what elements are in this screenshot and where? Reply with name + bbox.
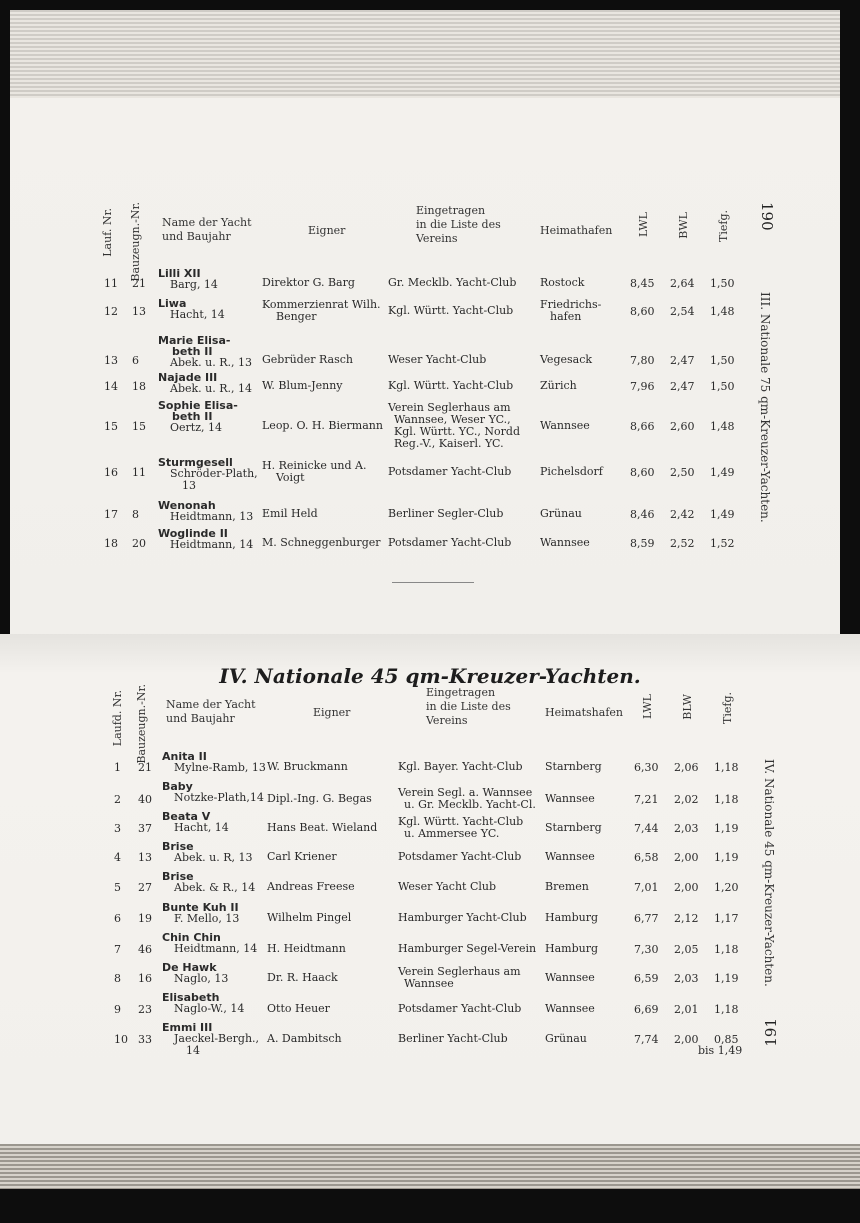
section-title: IV. Nationale 45 qm-Kreuzer-Yachten.: [219, 664, 641, 688]
header-hafen: Heimathafen: [540, 224, 613, 237]
home-port: Wannsee: [540, 536, 590, 549]
yacht-name: Anita II: [162, 750, 207, 763]
cell-tiefg: 1,19: [714, 972, 739, 985]
club: Wannsee, Weser YC.,: [394, 413, 511, 426]
club: Kgl. Württ. Yacht-Club: [398, 815, 524, 828]
cell-lwl: 8,60: [630, 305, 655, 318]
home-port: Wannsee: [545, 1002, 595, 1015]
club: Reg.-V., Kaiserl. YC.: [394, 437, 504, 450]
builder-year: Naglo-W., 14: [174, 1002, 245, 1015]
owner: W. Bruckmann: [267, 760, 348, 773]
yacht-name: Lilli XII: [158, 267, 201, 280]
cell-tiefg: 1,18: [714, 793, 739, 806]
club: Kgl. Württ. Yacht-Club: [388, 304, 514, 317]
club: Verein Segl. a. Wannsee: [398, 786, 533, 799]
cell-tiefg: 1,48: [710, 420, 735, 433]
cell-lwl: 7,21: [634, 793, 659, 806]
club: Wannsee: [404, 977, 454, 990]
cell-tiefg: 1,48: [710, 305, 735, 318]
builder-year: Abek. & R., 14: [174, 881, 256, 894]
yacht-name: beth II: [172, 410, 213, 423]
cell-bau: 21: [132, 277, 146, 290]
owner: Hans Beat. Wieland: [267, 821, 378, 834]
cell-bau: 40: [138, 793, 152, 806]
header-verein: Eingetragen: [426, 686, 496, 699]
cell-tiefg: 1,18: [714, 943, 739, 956]
cell-tiefg: 0,85: [714, 1033, 739, 1046]
cell-lwl: 8,45: [630, 277, 655, 290]
yacht-name: Najade III: [158, 371, 218, 384]
home-port: Wannsee: [545, 971, 595, 984]
home-port: Bremen: [545, 880, 589, 893]
cell-bau: 13: [132, 305, 146, 318]
home-port: Pichelsdorf: [540, 465, 603, 478]
cell-tiefg: 1,19: [714, 822, 739, 835]
cell-bwl: 2,50: [670, 466, 695, 479]
cell-bau: 6: [132, 354, 139, 367]
cell-nr: 7: [114, 943, 121, 956]
cell-bau: 23: [138, 1003, 152, 1016]
club: Verein Seglerhaus am: [398, 965, 521, 978]
yacht-name: Sturmgesell: [158, 456, 233, 469]
builder-year: Jaeckel-Bergh.,: [174, 1032, 260, 1045]
club: Potsdamer Yacht-Club: [398, 1002, 522, 1015]
home-port: Starnberg: [545, 760, 602, 773]
owner: Gebrüder Rasch: [262, 353, 353, 366]
header-lwl: LWL: [637, 212, 650, 237]
top-page: [10, 10, 840, 635]
cell-nr: 13: [104, 354, 118, 367]
cell-bau: 37: [138, 822, 152, 835]
header-verein: Vereins: [426, 714, 468, 727]
cell-tiefg: 1,19: [714, 851, 739, 864]
home-port: Hamburg: [545, 911, 599, 924]
cell-bwl: 2,60: [670, 420, 695, 433]
builder-year: 13: [182, 479, 196, 492]
yacht-name: Elisabeth: [162, 991, 220, 1004]
cell-lwl: 7,80: [630, 354, 655, 367]
owner: A. Dambitsch: [267, 1032, 342, 1045]
page-edges: [10, 10, 840, 98]
club: Hamburger Segel-Verein: [398, 942, 537, 955]
yacht-name: Bunte Kuh II: [162, 901, 239, 914]
cell-bau: 13: [138, 851, 152, 864]
cell-tiefg: 1,50: [710, 380, 735, 393]
cell-bwl: 2,03: [674, 972, 699, 985]
cell-tiefg: 1,50: [710, 354, 735, 367]
cell-nr: 17: [104, 508, 118, 521]
cell-bwl: 2,01: [674, 1003, 699, 1016]
cell-bwl: 2,00: [674, 881, 699, 894]
divider-rule: [392, 582, 474, 583]
cell-lwl: 7,44: [634, 822, 659, 835]
page-edges: [0, 1144, 860, 1189]
club: u. Gr. Mecklb. Yacht-Cl.: [404, 798, 536, 811]
cell-nr: 8: [114, 972, 121, 985]
cell-tiefg: 1,18: [714, 761, 739, 774]
home-port: Wannsee: [545, 792, 595, 805]
builder-year: Naglo, 13: [174, 972, 229, 985]
home-port: Hamburg: [545, 942, 599, 955]
cell-bwl: 2,47: [670, 380, 695, 393]
cell-tiefg: 1,20: [714, 881, 739, 894]
owner: Wilhelm Pingel: [267, 911, 352, 924]
home-port: Starnberg: [545, 821, 602, 834]
yacht-name: Emmi III: [162, 1021, 213, 1034]
cell-bau: 46: [138, 943, 152, 956]
owner: W. Blum-Jenny: [262, 379, 343, 392]
cell-bwl: 2,06: [674, 761, 699, 774]
owner: H. Reinicke und A.: [262, 459, 367, 472]
cell-lwl: 7,96: [630, 380, 655, 393]
builder-year: Abek. u. R, 13: [174, 851, 253, 864]
cell-bau: 11: [132, 466, 146, 479]
header-hafen: Heimatshafen: [545, 706, 623, 719]
cell-bau: 19: [138, 912, 152, 925]
yacht-name: Woglinde II: [158, 527, 228, 540]
cell-lwl: 7,74: [634, 1033, 659, 1046]
header-bwl: BLW: [681, 694, 694, 720]
cell-nr: 4: [114, 851, 121, 864]
home-port: Grünau: [540, 507, 582, 520]
cell-tiefg: 1,17: [714, 912, 739, 925]
cell-nr: 2: [114, 793, 121, 806]
header-bwl: BWL: [677, 212, 690, 239]
home-port: Vegesack: [540, 353, 593, 366]
builder-year: Abek. u. R., 14: [170, 382, 253, 395]
owner: Emil Held: [262, 507, 318, 520]
club: Hamburger Yacht-Club: [398, 911, 527, 924]
cell-nr: 18: [104, 537, 118, 550]
club: Weser Yacht-Club: [388, 353, 487, 366]
club: Berliner Segler-Club: [388, 507, 504, 520]
builder-year: Hacht, 14: [174, 821, 229, 834]
header-eigner: Eigner: [313, 706, 351, 719]
yacht-name: Sophie Elisa-: [158, 399, 238, 412]
owner: H. Heidtmann: [267, 942, 346, 955]
cell-bau: 20: [132, 537, 146, 550]
owner: M. Schneggenburger: [262, 536, 381, 549]
running-title: III. Nationale 75 qm-Kreuzer-Yachten.: [758, 292, 772, 523]
cell-lwl: 6,30: [634, 761, 659, 774]
yacht-name: Beata V: [162, 810, 211, 823]
cell-bau: 27: [138, 881, 152, 894]
cell-bwl: 2,52: [670, 537, 695, 550]
cell-bau: 8: [132, 508, 139, 521]
club: Potsdamer Yacht-Club: [388, 536, 512, 549]
club: Kgl. Württ. Yacht-Club: [388, 379, 514, 392]
owner: Leop. O. H. Biermann: [262, 419, 383, 432]
header-bau: Bauzeugn.-Nr.: [129, 202, 142, 282]
yacht-name: Chin Chin: [162, 931, 221, 944]
cell-bwl: 2,12: [674, 912, 699, 925]
club: Gr. Mecklb. Yacht-Club: [388, 276, 517, 289]
home-port: Zürich: [540, 379, 577, 392]
cell-bwl: 2,03: [674, 822, 699, 835]
builder-year: Heidtmann, 14: [170, 538, 254, 551]
header-tiefg: Tiefg.: [717, 210, 730, 242]
owner: Direktor G. Barg: [262, 276, 355, 289]
cell-bau: 15: [132, 420, 146, 433]
club: Weser Yacht Club: [398, 880, 497, 893]
bottom-page: [0, 634, 860, 1189]
builder-year: 14: [186, 1044, 200, 1057]
cell-tiefg: 1,50: [710, 277, 735, 290]
club: Potsdamer Yacht-Club: [398, 850, 522, 863]
header-nr: Laufd. Nr.: [111, 690, 124, 747]
header-name: Name der Yacht: [166, 698, 256, 711]
home-port: Friedrichs-: [540, 298, 602, 311]
header-verein: Vereins: [416, 232, 458, 245]
builder-year: Barg, 14: [170, 278, 218, 291]
owner: Benger: [276, 310, 317, 323]
cell-bau: 16: [138, 972, 152, 985]
club: Berliner Yacht-Club: [398, 1032, 508, 1045]
club: Verein Seglerhaus am: [388, 401, 511, 414]
builder-year: Hacht, 14: [170, 308, 225, 321]
cell-nr: 12: [104, 305, 118, 318]
cell-lwl: 8,59: [630, 537, 655, 550]
owner: Kommerzienrat Wilh.: [262, 298, 381, 311]
cell-nr: 9: [114, 1003, 121, 1016]
club: Kgl. Württ. YC., Nordd: [394, 425, 520, 438]
home-port: Grünau: [545, 1032, 587, 1045]
header-name: und Baujahr: [166, 712, 235, 725]
cell-nr: 11: [104, 277, 118, 290]
cell-nr: 10: [114, 1033, 128, 1046]
header-nr: Lauf. Nr.: [101, 208, 114, 257]
header-bau: Bauzeugn.-Nr.: [135, 684, 148, 764]
cell-bwl: 2,64: [670, 277, 695, 290]
club: Kgl. Bayer. Yacht-Club: [398, 760, 523, 773]
header-verein: in die Liste des: [426, 700, 511, 713]
yacht-name: Wenonah: [158, 499, 216, 512]
owner: Dr. R. Haack: [267, 971, 338, 984]
cell-bau: 18: [132, 380, 146, 393]
yacht-name: Baby: [162, 780, 193, 793]
owner: Otto Heuer: [267, 1002, 330, 1015]
cell-lwl: 7,01: [634, 881, 659, 894]
cell-bwl: 2,00: [674, 1033, 699, 1046]
club: u. Ammersee YC.: [404, 827, 500, 840]
page-number: 191: [762, 1018, 780, 1047]
owner: Voigt: [276, 471, 305, 484]
yacht-name: Brise: [162, 870, 194, 883]
yacht-name: Brise: [162, 840, 194, 853]
cell-lwl: 6,69: [634, 1003, 659, 1016]
builder-year: Schröder-Plath,: [170, 467, 258, 480]
owner: Carl Kriener: [267, 850, 337, 863]
header-name: Name der Yacht: [162, 216, 252, 229]
cell-lwl: 8,66: [630, 420, 655, 433]
header-lwl: LWL: [641, 694, 654, 719]
header-eigner: Eigner: [308, 224, 346, 237]
builder-year: Heidtmann, 13: [170, 510, 254, 523]
cell-lwl: 6,77: [634, 912, 659, 925]
cell-lwl: 8,60: [630, 466, 655, 479]
cell-nr: 16: [104, 466, 118, 479]
owner: Dipl.-Ing. G. Begas: [267, 792, 372, 805]
builder-year: F. Mello, 13: [174, 912, 240, 925]
cell-bwl: 2,02: [674, 793, 699, 806]
builder-year: Abek. u. R., 13: [170, 356, 253, 369]
cell-tiefg-range: bis 1,49: [698, 1044, 743, 1057]
builder-year: Oertz, 14: [170, 421, 222, 434]
yacht-name: Liwa: [158, 297, 187, 310]
cell-bau: 21: [138, 761, 152, 774]
page-number: 190: [758, 202, 776, 231]
header-tiefg: Tiefg.: [721, 692, 734, 724]
cell-tiefg: 1,18: [714, 1003, 739, 1016]
owner: Andreas Freese: [267, 880, 355, 893]
cell-nr: 14: [104, 380, 118, 393]
builder-year: Heidtmann, 14: [174, 942, 258, 955]
cell-nr: 3: [114, 822, 121, 835]
yacht-name: De Hawk: [162, 961, 217, 974]
running-title: IV. Nationale 45 qm-Kreuzer-Yachten.: [762, 759, 776, 987]
cell-tiefg: 1,49: [710, 466, 735, 479]
cell-bwl: 2,54: [670, 305, 695, 318]
builder-year: Notzke-Plath,14: [174, 791, 264, 804]
home-port: hafen: [550, 310, 582, 323]
cell-tiefg: 1,49: [710, 508, 735, 521]
header-verein: in die Liste des: [416, 218, 501, 231]
header-name: und Baujahr: [162, 230, 231, 243]
cell-nr: 5: [114, 881, 121, 894]
cell-bau: 33: [138, 1033, 152, 1046]
cell-nr: 15: [104, 420, 118, 433]
cell-lwl: 6,58: [634, 851, 659, 864]
cell-bwl: 2,00: [674, 851, 699, 864]
cell-tiefg: 1,52: [710, 537, 735, 550]
cell-lwl: 7,30: [634, 943, 659, 956]
cell-lwl: 8,46: [630, 508, 655, 521]
cell-nr: 6: [114, 912, 121, 925]
header-verein: Eingetragen: [416, 204, 486, 217]
yacht-name: Marie Elisa-: [158, 334, 231, 347]
home-port: Wannsee: [540, 419, 590, 432]
yacht-name: beth II: [172, 345, 213, 358]
cell-lwl: 6,59: [634, 972, 659, 985]
home-port: Rostock: [540, 276, 585, 289]
cell-nr: 1: [114, 761, 121, 774]
club: Potsdamer Yacht-Club: [388, 465, 512, 478]
home-port: Wannsee: [545, 850, 595, 863]
builder-year: Mylne-Ramb, 13: [174, 761, 266, 774]
cell-bwl: 2,05: [674, 943, 699, 956]
cell-bwl: 2,42: [670, 508, 695, 521]
cell-bwl: 2,47: [670, 354, 695, 367]
